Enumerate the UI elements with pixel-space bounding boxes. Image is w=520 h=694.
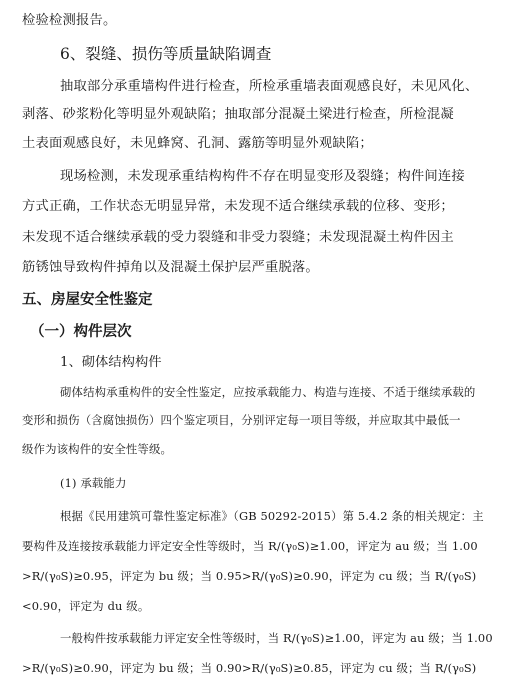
text-line: <0.90，评定为 du 级。 xyxy=(22,599,150,613)
text-line: 检验检测报告。 xyxy=(22,13,117,28)
text-line: 未发现不适合继续承载的受力裂缝和非受力裂缝；未发现混凝土构件因主 xyxy=(22,230,454,245)
text-line: 筋锈蚀导致构件掉角以及混凝土保护层严重脱落。 xyxy=(22,260,319,275)
text-line: 根据《民用建筑可靠性鉴定标准》（GB 50292-2015）第 5.4.2 条的相关规定：主 xyxy=(60,509,484,523)
text-line: 变形和损伤（含腐蚀损伤）四个鉴定项目，分别评定每一项目等级，并应取其中最低一 xyxy=(22,413,461,427)
item-heading: (1) 承载能力 xyxy=(60,476,127,490)
text-line: 一般构件按承载能力评定安全性等级时，当 R/(γ₀S)≥1.00，评定为 au 级；当 1.00 xyxy=(60,631,493,645)
text-line: 现场检测，未发现承重结构构件不存在明显变形及裂缝；构件间连接 xyxy=(60,169,465,184)
text-line: 要构件及连接按承载能力评定安全性等级时，当 R/(γ₀S)≥1.00，评定为 au 级；当 1.00 xyxy=(22,539,478,553)
text-line: 砌体结构承重构件的安全性鉴定，应按承载能力、构造与连接、不适于继续承载的 xyxy=(60,385,476,399)
subsection-heading: 1、砌体结构构件 xyxy=(60,355,162,370)
text-line: 方式正确，工作状态无明显异常，未发现不适合继续承载的位移、变形； xyxy=(22,199,454,214)
text-line: >R/(γ₀S)≥0.90，评定为 bu 级；当 0.90>R/(γ₀S)≥0.85，评定为 cu 级；当 R/(γ₀S) xyxy=(22,661,477,675)
text-line: 抽取部分承重墙构件进行检查，所检承重墙表面观感良好，未见风化、 xyxy=(60,79,479,94)
chapter-heading: 五、房屋安全性鉴定 xyxy=(22,292,153,308)
subchapter-heading: （一）构件层次 xyxy=(30,324,132,340)
section-heading: 6、裂缝、损伤等质量缺陷调查 xyxy=(60,45,272,63)
text-line: >R/(γ₀S)≥0.95，评定为 bu 级；当 0.95>R/(γ₀S)≥0.90，评定为 cu 级；当 R/(γ₀S) xyxy=(22,569,477,583)
text-line: 土表面观感良好，未见蜂窝、孔洞、露筋等明显外观缺陷； xyxy=(22,136,373,151)
text-line: 剥落、砂浆粉化等明显外观缺陷；抽取部分混凝土梁进行检查，所检混凝 xyxy=(22,107,454,122)
text-line: 级作为该构件的安全性等级。 xyxy=(22,442,173,456)
